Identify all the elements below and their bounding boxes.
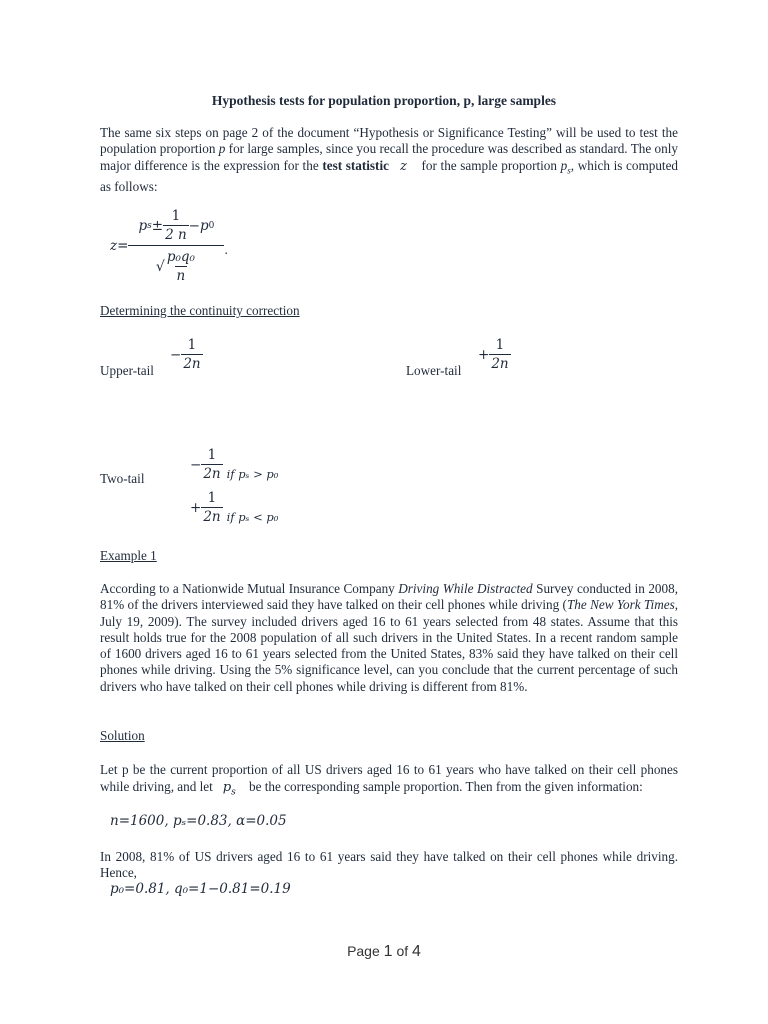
upper-tail-correction [170,337,203,372]
example-italic-survey: Driving While Distracted [398,581,533,596]
solution-ps: p [222,780,232,795]
given-values-2: p₀=0.81, q₀=1−0.81=0.19 [110,881,291,897]
solution-paragraph [100,761,678,802]
upper-fraction [181,337,202,372]
footer-page-word: Page [347,943,380,959]
formula-ps: p [138,217,148,234]
lower-den: 2n [491,356,509,372]
two-den-1: 2n [203,466,221,482]
intro-bold-test-statistic: test statistic [322,157,389,173]
intro-paragraph [100,125,678,195]
intro-p: p [218,141,226,157]
lower-sign: + [478,346,490,363]
example-heading: Example 1 [100,548,157,563]
two-sign-2: + [190,499,202,516]
example-italic-nyt: The New York Times [566,597,675,613]
upper-sign: − [170,346,182,363]
solution-text-2: be the corresponding sample proportion. Then from the given information: [245,779,643,794]
formula-sqrt-icon: √ [155,258,165,275]
two-tail-correction-2 [190,490,278,525]
solution-text-1: Let p be the current proportion of all US drivers aged 16 to 61 years who have talked on their cell phones while driving, and let [100,762,678,794]
solution-ps-sub: s [231,787,236,798]
formula-pm: ± [151,217,164,234]
example-text-2: Survey conducted in 2008, 81% of the drivers interviewed said they have talked on their cell phones while driving ( [100,581,679,613]
lower-fraction [489,337,510,372]
formula-inner-fraction [163,208,189,243]
formula-lhs: z= [110,238,129,254]
formula-period: . [224,242,228,257]
two-num-2: 1 [207,490,217,506]
intro-ps-sub: s [567,165,571,176]
lower-tail-label: Lower-tail [406,363,462,378]
intro-text-3: for the sample proportion [417,157,561,173]
footer-of-word: of [396,943,409,959]
two-condition-1: if pₛ > p₀ [226,466,279,481]
lower-num: 1 [495,337,505,353]
two-fraction-2 [201,490,222,525]
example-paragraph [100,581,678,695]
two-condition-2: if pₛ < p₀ [226,509,279,524]
formula-numerator [139,208,215,245]
two-tail-correction-1 [190,447,278,482]
upper-den: 2n [183,356,201,372]
page-footer [0,943,768,961]
formula-n: n [176,268,186,284]
formula-p0q0: p₀q₀ [166,249,195,265]
example-text-1: According to a Nationwide Mutual Insurance Company [100,581,399,596]
intro-ps: p [560,157,568,173]
formula-denominator [128,245,224,284]
two-tail-label: Two-tail [100,471,145,486]
solution-paragraph-2: In 2008, 81% of US drivers aged 16 to 61 years said they have talked on their cell phones while driving. Hence, [100,849,678,881]
intro-text-1: The same six steps on page 2 of the document “Hypothesis or Significance Testing” will be used to test the population proportion [100,125,678,157]
upper-num: 1 [187,337,197,353]
two-num-1: 1 [207,447,217,463]
formula-one: 1 [171,208,181,224]
given-values: n=1600, pₛ=0.83, α=0.05 [110,813,287,829]
two-fraction-1 [201,447,222,482]
page-title: Hypothesis tests for population proportion, p, large samples [211,93,557,108]
intro-text-4: , which is computed as follows: [100,157,679,194]
two-den-2: 2n [203,509,221,525]
formula-ps-sub: s [147,220,152,231]
footer-page-total: 4 [412,943,421,960]
intro-z: z [399,158,407,174]
footer-page-number: 1 [383,943,393,960]
lower-tail-correction [478,337,511,372]
upper-tail-label: Upper-tail [100,363,154,378]
formula-minus-p0: −p [188,217,209,234]
formula-sqrt-fraction [165,249,197,284]
formula-p0-sub: 0 [208,220,215,231]
z-formula [110,208,228,284]
example-text-3: , July 19, 2009). The survey included drivers aged 16 to 61 years selected from 48 states. Assume that this result holds true for the 2008 population of all such drivers in the United States. In a recent random sample of 1600 drivers aged 16 to 61 years selected from the United States, 83% said they have talked on their cell phones while driving. Using the 5% significance level, can you conclude that the current percentage of such drivers who have talked on their cell phones while driving is different from 81%. [100,597,678,694]
solution-heading: Solution [100,728,145,743]
formula-two-n: 2 n [165,227,187,243]
continuity-heading: Determining the continuity correction [100,303,300,318]
intro-text-2: for large samples, since you recall the procedure was described as standard. The only major difference is the expression for the [100,141,678,173]
two-sign-1: − [190,456,202,473]
